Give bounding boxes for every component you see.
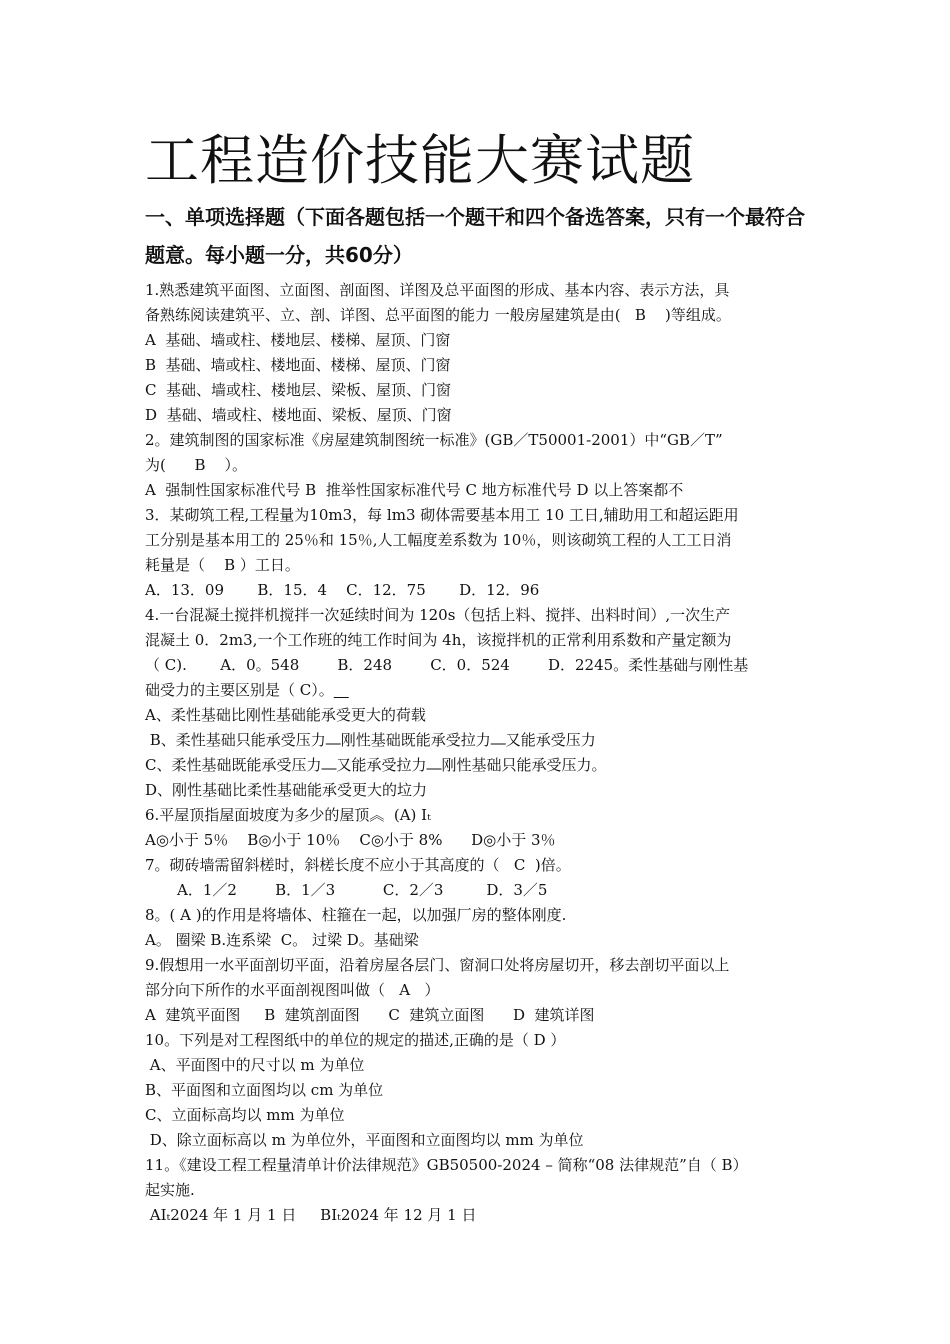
question-10-option-c: C、立面标高均以 mm 为单位 xyxy=(145,1106,345,1124)
document-title: 工程造价技能大赛试题 xyxy=(145,129,695,192)
question-9-line-2: 部分向下所作的水平面剖视图叫做（ A ） xyxy=(145,981,440,999)
question-11-options: AIₜ2024 年 1 月 1 日 BIₜ2024 年 12 月 1 日 xyxy=(145,1206,477,1224)
question-8-line-1: 8。( A )的作用是将墙体、柱箍在一起，以加强厂房的整体刚度. xyxy=(145,906,567,924)
question-3-line-1: 3．某砌筑工程,工程量为10m3，每 lm3 砌体需要基本用工 10 工日,辅助用工和超运距用 xyxy=(145,506,739,524)
question-1-option-b: B 基础、墙或柱、楼地面、楼梯、屋顶、门窗 xyxy=(145,356,451,374)
question-11-line-2: 起实施. xyxy=(145,1181,195,1199)
question-4-line-2: 混凝土 0．2m3,一个工作班的纯工作时间为 4h，该搅拌机的正常利用系数和产量定额为 xyxy=(145,631,732,649)
section-heading: 一、单项选择题（下面各题包括一个题干和四个备选答案，只有一个最符合题意。每小题一分，共60分） xyxy=(145,205,805,267)
question-1-option-c: C 基础、墙或柱、楼地层、梁板、屋顶、门窗 xyxy=(145,381,452,399)
question-8-options: A。 圈梁 B.连系梁 C。 过梁 D。基础梁 xyxy=(145,931,419,949)
question-5-line-1: 础受力的主要区别是（ C）。⎽ xyxy=(145,681,349,699)
question-4-line-3: （ C). A．0。548 B．248 C．0．524 D．2245。柔性基础与刚性基 xyxy=(145,656,749,674)
question-6-options: A◎小于 5％ B◎小于 10％ C◎小于 8% D◎小于 3％ xyxy=(145,831,556,849)
question-10-option-a: A、平面图中的尺寸以 m 为单位 xyxy=(145,1056,365,1074)
question-1-line-1: 1.熟悉建筑平面图、立面图、剖面图、详图及总平面图的形成、基本内容、表示方法，具 xyxy=(145,281,730,299)
question-1-option-a: A 基础、墙或柱、楼地层、楼梯、屋顶、门窗 xyxy=(145,331,451,349)
question-9-line-1: 9.假想用一水平面剖切平面，沿着房屋各层门、窗洞口处将房屋切开，移去剖切平面以上 xyxy=(145,956,730,974)
question-3-line-2: 工分别是基本用工的 25％和 15％,人工幅度差系数为 10％，则该砌筑工程的人工工日消 xyxy=(145,531,732,549)
question-10-option-b: B、平面图和立面图均以 cm 为单位 xyxy=(145,1081,384,1099)
question-1-option-d: D 基础、墙或柱、楼地面、梁板、屋顶、门窗 xyxy=(145,406,452,424)
question-10-option-d: D、除立面标高以 m 为单位外，平面图和立面图均以 mm 为单位 xyxy=(145,1131,584,1149)
question-5-option-c: C、柔性基础既能承受压力⎼又能承受拉力⎼刚性基础只能承受压力。 xyxy=(145,756,607,774)
question-1-line-2: 备熟练阅读建筑平、立、剖、详图、总平面图的能力 一般房屋建筑是由( B )等组成。 xyxy=(145,306,731,324)
question-6-line-1: 6.平屋顶指屋面坡度为多少的屋顶︽ (A) Iₜ xyxy=(145,806,431,824)
question-5-option-d: D、刚性基础比柔性基础能承受更大的垃力 xyxy=(145,781,428,799)
question-5-option-b: B、柔性基础只能承受压力⎼刚性基础既能承受拉力⎼又能承受压力 xyxy=(145,731,596,749)
question-11-line-1: 11。《建设工程工程量清单计价法律规范》GB50500-2024 – 简称“08 法律规范”自（ B） xyxy=(145,1156,748,1174)
question-7-line-1: 7。砌砖墙需留斜槎时，斜槎长度不应小于其高度的（ C )倍。 xyxy=(145,856,571,874)
question-4-line-1: 4.一台混凝土搅拌机搅拌一次延续时间为 120s（包括上料、搅拌、出料时间）,一次生产 xyxy=(145,606,731,624)
question-9-options: A 建筑平面图 B 建筑剖面图 C 建筑立面图 D 建筑详图 xyxy=(145,1006,595,1024)
question-7-options: A．1／2 B．1／3 C．2／3 D．3／5 xyxy=(177,881,548,899)
question-5-option-a: A、柔性基础比刚性基础能承受更大的荷载 xyxy=(145,706,426,724)
question-3-line-3: 耗量是（ B ）工日。 xyxy=(145,556,300,574)
question-2-line-2: 为( B ）。 xyxy=(145,456,248,474)
question-2-options: A 强制性国家标准代号 B 推举性国家标准代号 C 地方标准代号 D 以上答案都不 xyxy=(145,481,684,499)
document-page xyxy=(145,128,810,1228)
question-2-line-1: 2。建筑制图的国家标准《房屋建筑制图统一标准》(GB／T50001-2001）中“GB／T” xyxy=(145,431,723,449)
question-3-options: A．13．09 B．15．4 C．12．75 D．12．96 xyxy=(145,581,540,599)
question-10-line-1: 10。下列是对工程图纸中的单位的规定的描述,正确的是（ D ） xyxy=(145,1031,566,1049)
